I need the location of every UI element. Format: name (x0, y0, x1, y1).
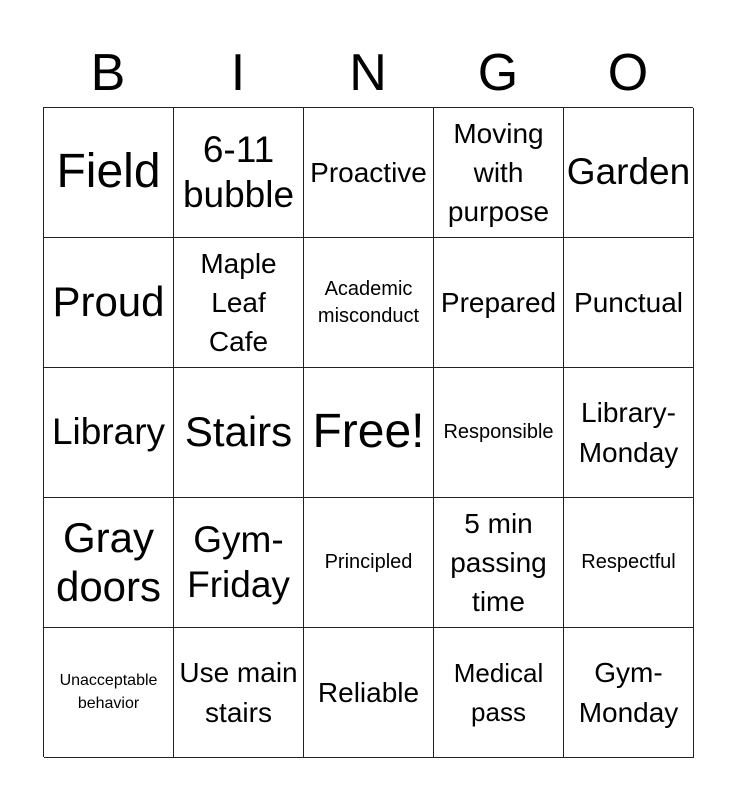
bingo-cell[interactable]: Gym-Monday (564, 628, 694, 758)
bingo-cell[interactable]: Garden (564, 108, 694, 238)
bingo-cell[interactable]: 5 min passing time (434, 498, 564, 628)
bingo-cell[interactable]: Principled (304, 498, 434, 628)
bingo-cell[interactable]: Maple Leaf Cafe (174, 238, 304, 368)
bingo-cell[interactable]: Reliable (304, 628, 434, 758)
bingo-cell[interactable]: Stairs (174, 368, 304, 498)
header-letter-n: N (349, 44, 387, 102)
bingo-cell free-space[interactable]: Free! (304, 368, 434, 498)
bingo-cell[interactable]: Gym-Friday (174, 498, 304, 628)
bingo-cell[interactable]: Academic misconduct (304, 238, 434, 368)
bingo-cell[interactable]: Library (44, 368, 174, 498)
bingo-cell[interactable]: Proud (44, 238, 174, 368)
bingo-cell[interactable]: Gray doors (44, 498, 174, 628)
bingo-cell[interactable]: Medical pass (434, 628, 564, 758)
bingo-cell[interactable]: Moving with purpose (434, 108, 564, 238)
bingo-cell[interactable]: Unacceptable behavior (44, 628, 174, 758)
bingo-header (43, 42, 693, 104)
bingo-cell[interactable]: Prepared (434, 238, 564, 368)
bingo-cell[interactable]: Punctual (564, 238, 694, 368)
header-letter-b: B (90, 44, 126, 102)
bingo-cell[interactable]: Responsible (434, 368, 564, 498)
bingo-cell[interactable]: Field (44, 108, 174, 238)
bingo-cell[interactable]: Library-Monday (564, 368, 694, 498)
bingo-board (43, 107, 693, 757)
bingo-cell[interactable]: 6-11 bubble (174, 108, 304, 238)
bingo-cell[interactable]: Respectful (564, 498, 694, 628)
header-letter-g: G (477, 44, 519, 102)
header-letter-i: I (230, 44, 246, 102)
bingo-cell[interactable]: Proactive (304, 108, 434, 238)
header-letter-o: O (607, 44, 649, 102)
bingo-cell[interactable]: Use main stairs (174, 628, 304, 758)
